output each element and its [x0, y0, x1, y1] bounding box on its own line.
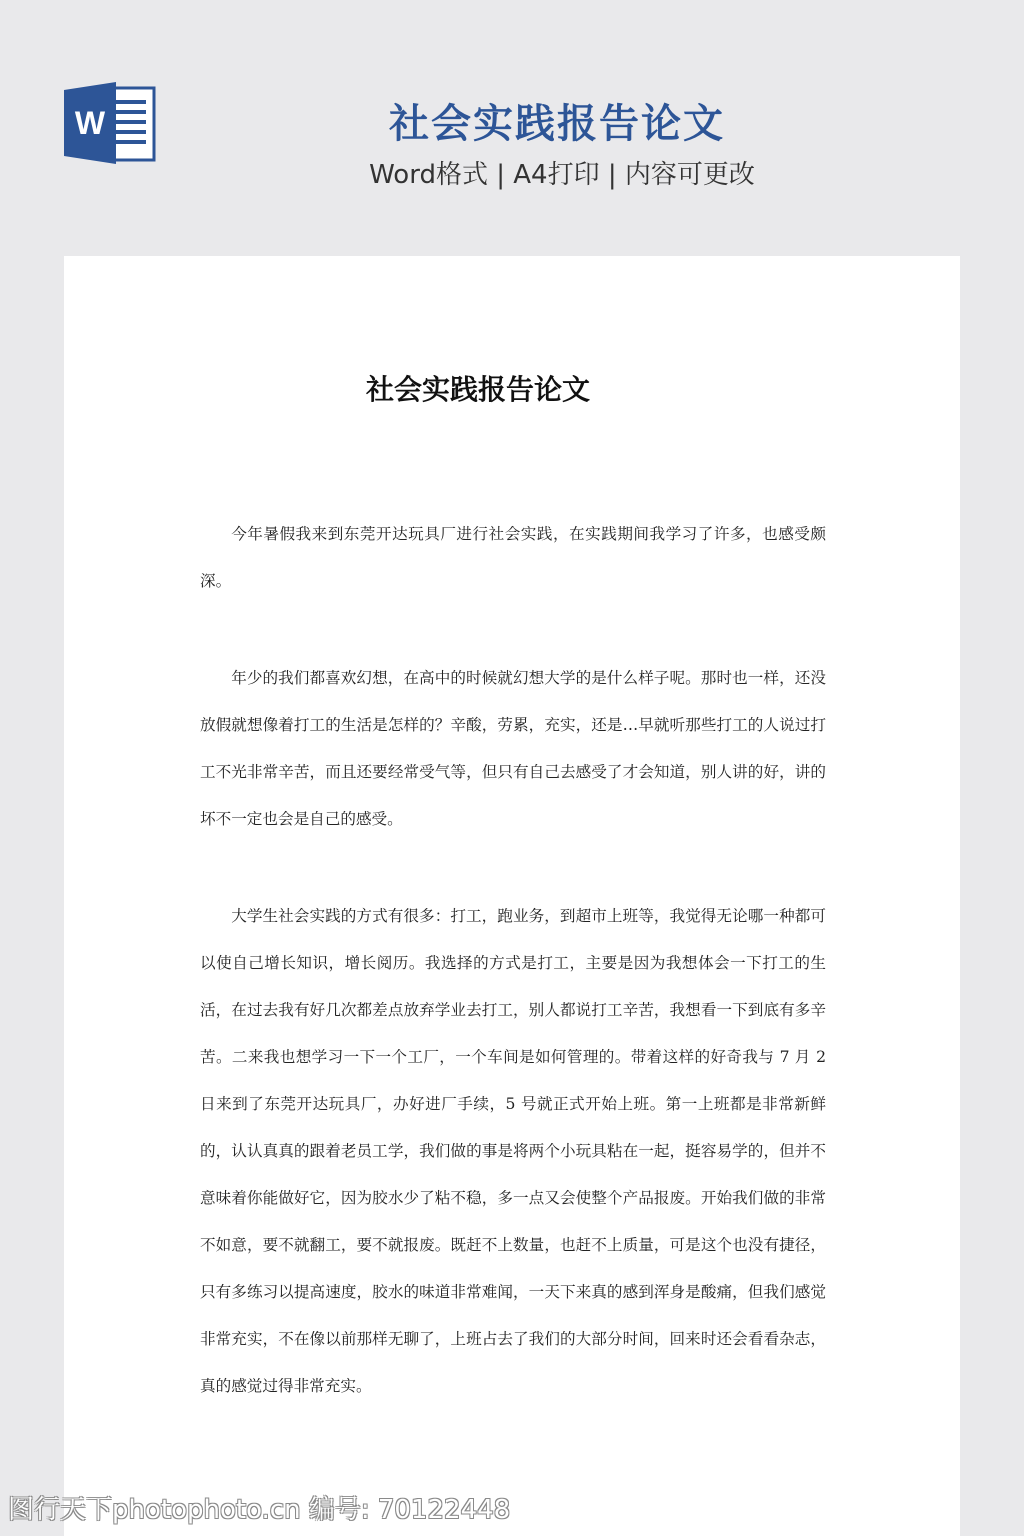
body-paragraph-1: 今年暑假我来到东莞开达玩具厂进行社会实践，在实践期间我学习了许多，也感受颇深。 — [200, 525, 826, 590]
banner-title: 社会实践报告论文 — [389, 101, 725, 147]
word-logo-letter: W — [74, 105, 106, 141]
watermark: 图行天下photophoto.cn 编号: 70122448 — [8, 1495, 511, 1525]
document-body — [200, 511, 826, 1410]
document-title: 社会实践报告论文 — [365, 373, 590, 406]
banner-subtitle: Word格式 | A4打印 | 内容可更改 — [369, 160, 755, 190]
body-paragraph-3: 大学生社会实践的方式有很多：打工，跑业务，到超市上班等，我觉得无论哪一种都可以使自己增长知识，增长阅历。我选择的方式是打工，主要是因为我想体会一下打工的生活，在过去我有好几次都差点放弃学业去打工，别人都说打工辛苦，我想看一下到底有多辛苦。二来我也想学习一下一个工厂，一个车间是如何管理的。带着这样的好奇我与 7 月 2 日来到了东莞开达玩具厂，办好进厂手续，5 号就正式开始上班。第一上班都是非常新鲜的，认认真真的跟着老员工学，我们做的事是将两个小玩具粘在一起，挺容易学的，但并不意味着你能做好它，因为胶水少了粘不稳，多一点又会使整个产品报废。开始我们做的非常不如意，要不就翻工，要不就报废。既赶不上数量，也赶不上质量，可是这个也没有捷径，只有多练习以提高速度，胶水的味道非常难闻，一天下来真的感到浑身是酸痛，但我们感觉非常充实，不在像以前那样无聊了，上班占去了我们的大部分时间，回来时还会看看杂志，真的感觉过得非常充实。 — [200, 907, 826, 1395]
body-paragraph-2: 年少的我们都喜欢幻想，在高中的时候就幻想大学的是什么样子呢。那时也一样，还没放假就想像着打工的生活是怎样的？辛酸，劳累，充实，还是…早就听那些打工的人说过打工不光非常辛苦，而且还要经常受气等，但只有自己去感受了才会知道，别人讲的好，讲的坏不一定也会是自己的感受。 — [200, 669, 826, 828]
